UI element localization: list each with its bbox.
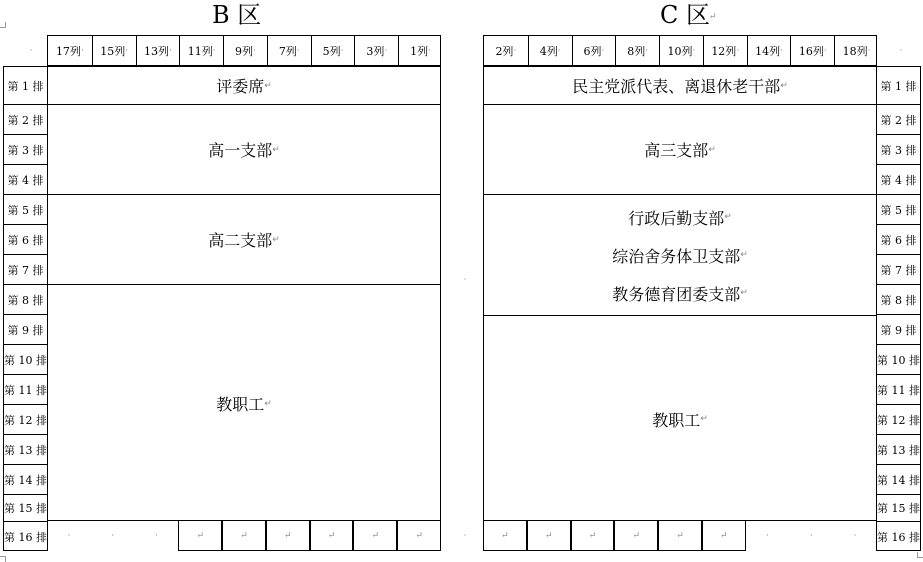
b-block-grade1: 高一支部 ↵ [208, 141, 280, 160]
right-row-label: 第 15 排 [877, 494, 920, 521]
c-column-header: 16列 · [790, 36, 834, 65]
b-bottom-cell: · [154, 530, 158, 541]
c-bottom-cell: · [809, 530, 813, 541]
b-bottom-cell: ↵ [353, 520, 397, 551]
right-row-label: 第 9 排 [877, 314, 920, 344]
c-bottom-cell: ↵ [571, 520, 615, 551]
c-column-header: 4列 · [528, 36, 572, 65]
page-corner-mark [0, 556, 6, 562]
c-header [483, 35, 877, 66]
right-row-label: 第 8 排 [877, 284, 920, 314]
c-bottom-cell: ↵ [658, 520, 702, 551]
page-corner-mark [917, 552, 923, 558]
left-row-label: 第 11 排 [4, 374, 47, 404]
b-bottom-cell: ↵ [397, 520, 441, 551]
left-row-label: 第 10 排 [4, 344, 47, 374]
aisle-mark: · [463, 531, 467, 541]
c-column-header: 12列 · [703, 36, 747, 65]
b-block-judges: 评委席 ↵ [216, 77, 272, 96]
right-row-label: 第 13 排 [877, 434, 920, 464]
c-block-staff: 教职工 ↵ [652, 410, 708, 430]
c-bottom-cell: ↵ [702, 520, 746, 551]
b-bottom-cell: ↵ [222, 520, 266, 551]
b-bottom-cell: · [111, 530, 115, 541]
left-row-label: 第 16 排 [4, 521, 47, 552]
b-column-header: 9列 · [223, 36, 267, 65]
c-bottom-cell: · [853, 530, 857, 541]
left-row-label: 第 5 排 [4, 194, 47, 224]
b-bottom-cell: · [67, 530, 71, 541]
b-header [47, 35, 441, 66]
left-row-label: 第 1 排 [7, 79, 44, 93]
right-row-label: 第 16 排 [877, 521, 920, 552]
left-row-label: 第 7 排 [4, 254, 47, 284]
row-labels-left [3, 66, 48, 551]
c-bottom-cell: ↵ [527, 520, 571, 551]
b-block-grade2: 高二支部 ↵ [208, 231, 280, 250]
left-row-label: 第 6 排 [4, 224, 47, 254]
b-column-header: 7列 · [267, 36, 311, 65]
right-row-label: 第 1 排 [880, 79, 917, 93]
c-bottom-cell: · [766, 530, 769, 541]
b-zone-title: B 区 [212, 1, 262, 29]
b-zone-body [47, 66, 441, 521]
left-row-label: 第 2 排 [4, 104, 47, 134]
b-column-header: 15列 · [92, 36, 136, 65]
c-block-grade3: 高三支部 ↵ [644, 141, 716, 160]
c-column-header: 6列 · [572, 36, 616, 65]
left-row-label: 第 9 排 [4, 314, 47, 344]
right-row-label: 第 3 排 [877, 134, 920, 164]
right-row-label: 第 14 排 [877, 464, 920, 494]
right-row-label: 第 7 排 [877, 254, 920, 284]
right-row-label: 第 2 排 [877, 104, 920, 134]
paragraph-mark: ↵ [709, 12, 717, 22]
b-column-header: 13列 · [136, 36, 180, 65]
header-corner-mark: · [29, 46, 33, 56]
left-row-label: 第 3 排 [4, 134, 47, 164]
b-bottom-cell: ↵ [266, 520, 310, 551]
row-labels-right [876, 66, 921, 551]
c-column-header: 8列 · [615, 36, 659, 65]
c-column-header: 2列 · [495, 44, 517, 58]
c-column-header: 10列 · [659, 36, 703, 65]
c-block-academic-affairs: 教务德育团委支部 ↵ [612, 284, 748, 304]
header-right-mark: · [899, 46, 903, 56]
aisle-mark: · [463, 275, 467, 285]
b-column-header: 3列 · [354, 36, 398, 65]
c-bottom-cell: ↵ [614, 520, 658, 551]
left-row-label: 第 15 排 [4, 494, 47, 521]
b-bottom-row [47, 520, 441, 551]
right-row-label: 第 5 排 [877, 194, 920, 224]
b-column-header: 17列 · [55, 44, 84, 58]
left-row-label: 第 13 排 [4, 434, 47, 464]
b-column-header: 11列 · [179, 36, 223, 65]
right-row-label: 第 11 排 [877, 374, 920, 404]
c-column-header: 18列 · [834, 36, 878, 65]
left-row-label: 第 4 排 [4, 164, 47, 194]
b-bottom-cell: ↵ [178, 520, 222, 551]
b-column-header: 5列 · [311, 36, 355, 65]
c-zone-body [483, 66, 877, 521]
b-bottom-cell: ↵ [310, 520, 354, 551]
left-row-label: 第 12 排 [4, 404, 47, 434]
right-row-label: 第 10 排 [877, 344, 920, 374]
c-block-admin-logistics: 行政后勤支部 ↵ [628, 208, 732, 228]
c-bottom-cell: ↵ [483, 520, 527, 551]
left-row-label: 第 8 排 [4, 284, 47, 314]
right-row-label: 第 12 排 [877, 404, 920, 434]
right-row-label: 第 4 排 [877, 164, 920, 194]
c-zone-title: C 区 [660, 1, 710, 29]
b-column-header: 1列 · [398, 36, 442, 65]
c-block-security-housing: 综治舍务体卫支部 ↵ [612, 246, 748, 266]
right-row-label: 第 6 排 [877, 224, 920, 254]
c-column-header: 14列 · [747, 36, 791, 65]
c-block-democratic-parties: 民主党派代表、离退休老干部 ↵ [572, 77, 788, 96]
page-corner-mark [0, 22, 6, 28]
b-block-staff: 教职工 ↵ [216, 395, 272, 414]
left-row-label: 第 14 排 [4, 464, 47, 494]
c-bottom-row [483, 520, 877, 551]
